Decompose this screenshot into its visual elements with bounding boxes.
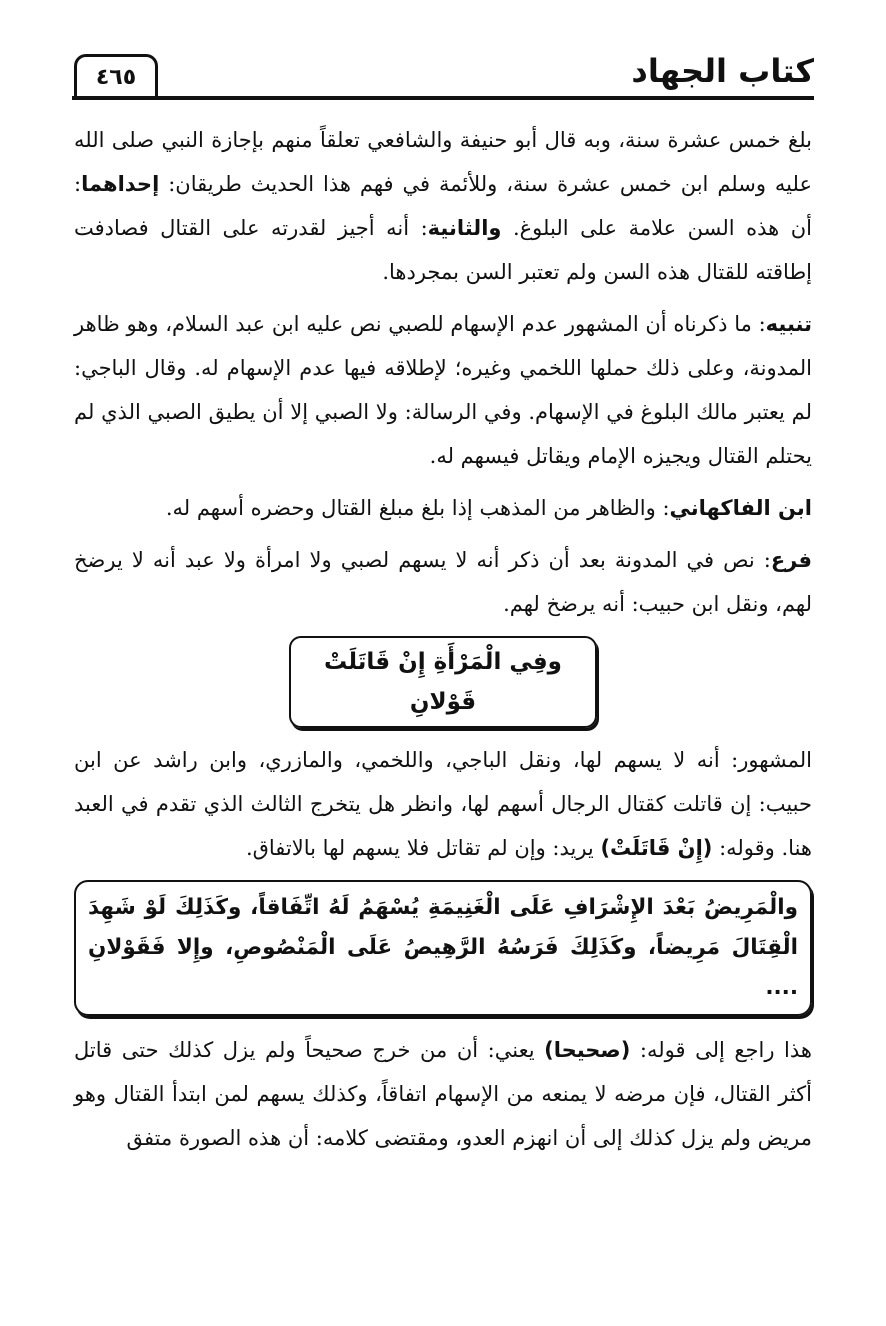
matn-box-2: والْمَرِيضُ بَعْدَ الإِشْرَافِ عَلَى الْغَنِيمَةِ يُسْهَمُ لَهُ اتِّفَاقاً، وكَذَلِكَ لَوْ شَهِدَ الْقِتَالَ مَرِيضاً، وكَذَلِكَ فَرَسُهُ الرَّهِيصُ عَلَى الْمَنْصُوصِ، وإِلا فَقَوْلانِ .... [74, 880, 812, 1016]
paragraph-text: : أن هذه السن علامة على البلوغ. [74, 172, 812, 240]
page-number: ٤٦٥ [74, 54, 158, 97]
bold-keyword: (إِنْ قَاتَلَتْ) [600, 836, 713, 860]
header-rule [72, 96, 814, 100]
paragraph [74, 538, 812, 626]
paragraph [74, 302, 812, 478]
paragraph-text: يريد: وإن لم تقاتل فلا يسهم لها بالاتفاق. [245, 836, 601, 860]
paragraph [74, 738, 812, 870]
paragraph [74, 1028, 812, 1160]
bold-keyword: فرع [770, 548, 812, 572]
page-header [72, 48, 814, 100]
paragraph-text: : نص في المدونة بعد أن ذكر أنه لا يسهم لصبي ولا امرأة ولا عبد أنه لا يرضخ لهم، ونقل ابن حبيب: أنه يرضخ لهم. [74, 548, 812, 616]
paragraph-text: هذا راجع إلى قوله: [630, 1038, 812, 1062]
bold-keyword: ابن الفاكهاني [669, 496, 812, 520]
paragraph [74, 486, 812, 530]
commentary-block-3 [74, 1028, 812, 1160]
paragraph-text: : ما ذكرناه أن المشهور عدم الإسهام للصبي نص عليه ابن عبد السلام، وهو ظاهر المدونة، وعلى ذلك حملها اللخمي وغيره؛ لإطلاقه فيها عدم الإسهام له. وقال الباجي: لم يعتبر مالك البلوغ في الإسهام. وفي الرسالة: ولا الصبي إلا أن يطيق الصبي الذي لم يحتلم القتال ويجيزه الإمام ويقاتل فيسهم له. [74, 312, 812, 468]
paragraph-text: : أنه أجيز لقدرته على القتال فصادفت إطاقته للقتال هذه السن ولم تعتبر السن بمجردها. [74, 216, 812, 284]
paragraph [74, 118, 812, 294]
paragraph-text: المشهور: أنه لا يسهم لها، ونقل الباجي، واللخمي، والمازري، وابن راشد عن ابن حبيب: إن قاتلت كقتال الرجال أسهم لها، وانظر هل يتخرج الثالث الذي تقدم في العبد هنا. وقوله: [74, 748, 812, 860]
paragraph-text: يعني: أن من خرج صحيحاً ولم يزل كذلك حتى قاتل أكثر القتال، فإن مرضه لا يمنعه من الإسهام اتفاقاً، وكذلك يسهم لمن ابتدأ القتال وهو مريض ولم يزل كذلك إلى أن انهزم العدو، ومقتضى كلامه: أن هذه الصورة متفق [74, 1038, 812, 1150]
bold-keyword: (صحيحا) [544, 1038, 631, 1062]
page-body [74, 118, 812, 1168]
matn-box-1: وفِي الْمَرْأَةِ إِنْ قَاتَلَتْ قَوْلانِ [289, 636, 597, 728]
bold-keyword: إحداهما [81, 172, 160, 196]
commentary-block-1 [74, 118, 812, 626]
paragraph-text: بلغ خمس عشرة سنة، وبه قال أبو حنيفة والشافعي تعلقاً منهم بإجازة النبي صلى الله عليه وسلم ابن خمس عشرة سنة، وللأئمة في فهم هذا الحديث طريقان: [74, 128, 812, 196]
book-title: كتاب الجهاد [631, 52, 814, 90]
commentary-block-2 [74, 738, 812, 870]
bold-keyword: والثانية [427, 216, 502, 240]
paragraph-text: : والظاهر من المذهب إذا بلغ مبلغ القتال وحضره أسهم له. [165, 496, 670, 520]
bold-keyword: تنبيه [765, 312, 812, 336]
